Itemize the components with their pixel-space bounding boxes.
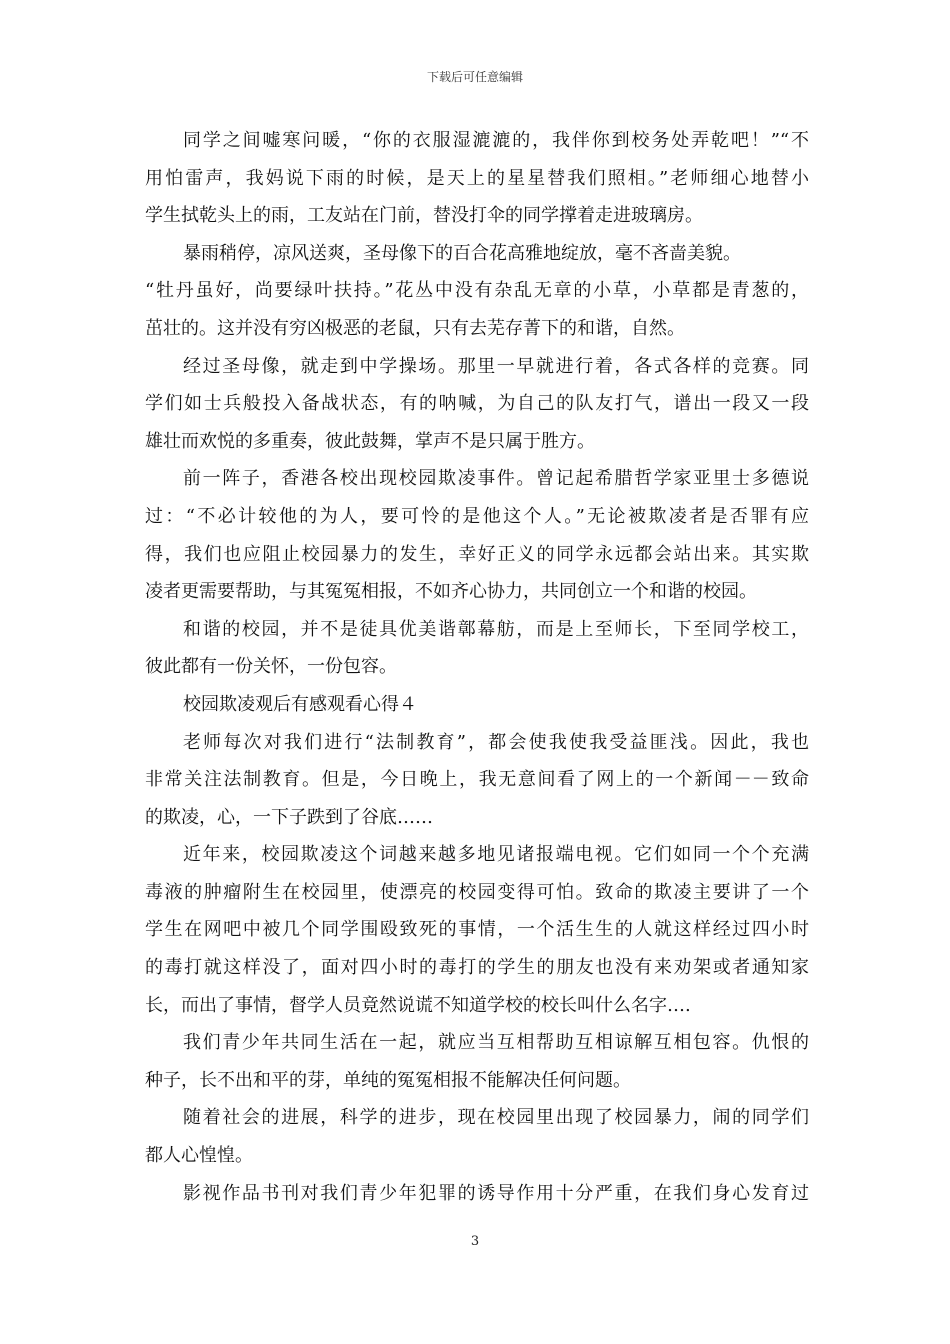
text-line: 雄壮而欢悦的多重奏，彼此鼓舞，掌声不是只属于胜方。 [145, 430, 595, 452]
text-line: 的欺凌，心，一下子跌到了谷底…… [145, 806, 433, 828]
text-line: 的毒打就这样没了，面对四小时的毒打的学生的朋友也没有来劝架或者通知家 [145, 957, 809, 979]
text-line: 都人心惶惶。 [145, 1145, 253, 1167]
text-line: 凌者更需要帮助，与其冤冤相报，不如齐心协力，共同创立一个和谐的校园。 [145, 581, 757, 603]
text-line: 暴雨稍停，凉风送爽，圣母像下的百合花高雅地绽放，毫不吝啬美貌。 [183, 242, 741, 264]
text-line: 老师每次对我们进行“法制教育”，都会使我使我受益匪浅。因此，我也 [183, 731, 809, 753]
text-line: 彼此都有一份关怀，一份包容。 [145, 656, 397, 678]
text-line: 和谐的校园，并不是徒具优美谐鄣幕舫，而是上至师长，下至同学校工， [183, 618, 809, 640]
text-line: 学生在网吧中被几个同学围殴致死的事情，一个活生生的人就这样经过四小时 [145, 919, 809, 941]
text-line: 前一阵子，香港各校出现校园欺凌事件。曾记起希腊哲学家亚里士多德说 [183, 468, 809, 490]
text-line: 茁壮的。这并没有穷凶极恶的老鼠，只有去芜存菁下的和谐，自然。 [145, 317, 685, 339]
page-number: 3 [470, 1234, 480, 1249]
text-line: 长，而出了事情，督学人员竟然说谎不知道学校的校长叫什么名字…. [145, 994, 691, 1016]
text-line: 用怕雷声，我妈说下雨的时候，是天上的星星替我们照相。”老师细心地替小 [145, 167, 809, 189]
text-line: 种子，长不出和平的芽，单纯的冤冤相报不能解决任何问题。 [145, 1069, 631, 1091]
text-line: 学生拭乾头上的雨，工友站在门前，替没打伞的同学撑着走进玻璃房。 [145, 205, 703, 227]
text-line: 学们如士兵般投入备战状态，有的呐喊，为自己的队友打气，谱出一段又一段 [145, 393, 809, 415]
text-line: 影视作品书刊对我们青少年犯罪的诱导作用十分严重，在我们身心发育过 [183, 1182, 809, 1204]
text-line: “牡丹虽好，尚要绿叶扶持。”花丛中没有杂乱无章的小草，小草都是青葱的， [145, 280, 809, 302]
text-line: 同学之间嘘寒问暖，“你的衣服湿漉漉的，我伴你到校务处弄乾吧！”“不 [183, 130, 809, 151]
text-line: 得，我们也应阻止校园暴力的发生，幸好正义的同学永远都会站出来。其实欺 [145, 543, 809, 565]
text-line: 非常关注法制教育。但是，今日晚上，我无意间看了网上的一个新闻－－致命 [145, 769, 809, 791]
page-header: 下载后可任意编辑 [426, 70, 523, 84]
text-line: 过：“不必计较他的为人，要可怜的是他这个人。”无论被欺凌者是否罪有应 [145, 505, 809, 527]
text-line: 随着社会的进展，科学的进步，现在校园里出现了校园暴力，闹的同学们 [183, 1107, 809, 1129]
text-line: 我们青少年共同生活在一起，就应当互相帮助互相谅解互相包容。仇恨的 [183, 1032, 809, 1054]
document-body [145, 122, 809, 1212]
text-line: 经过圣母像，就走到中学操场。那里一早就进行着，各式各样的竞赛。同 [183, 355, 809, 377]
text-line: 近年来，校园欺凌这个词越来越多地见诸报端电视。它们如同一个个充满 [183, 844, 809, 866]
text-line: 毒液的肿瘤附生在校园里，使漂亮的校园变得可怕。致命的欺凌主要讲了一个 [145, 881, 809, 903]
text-line: 校园欺凌观后有感观看心得４ [183, 693, 417, 715]
